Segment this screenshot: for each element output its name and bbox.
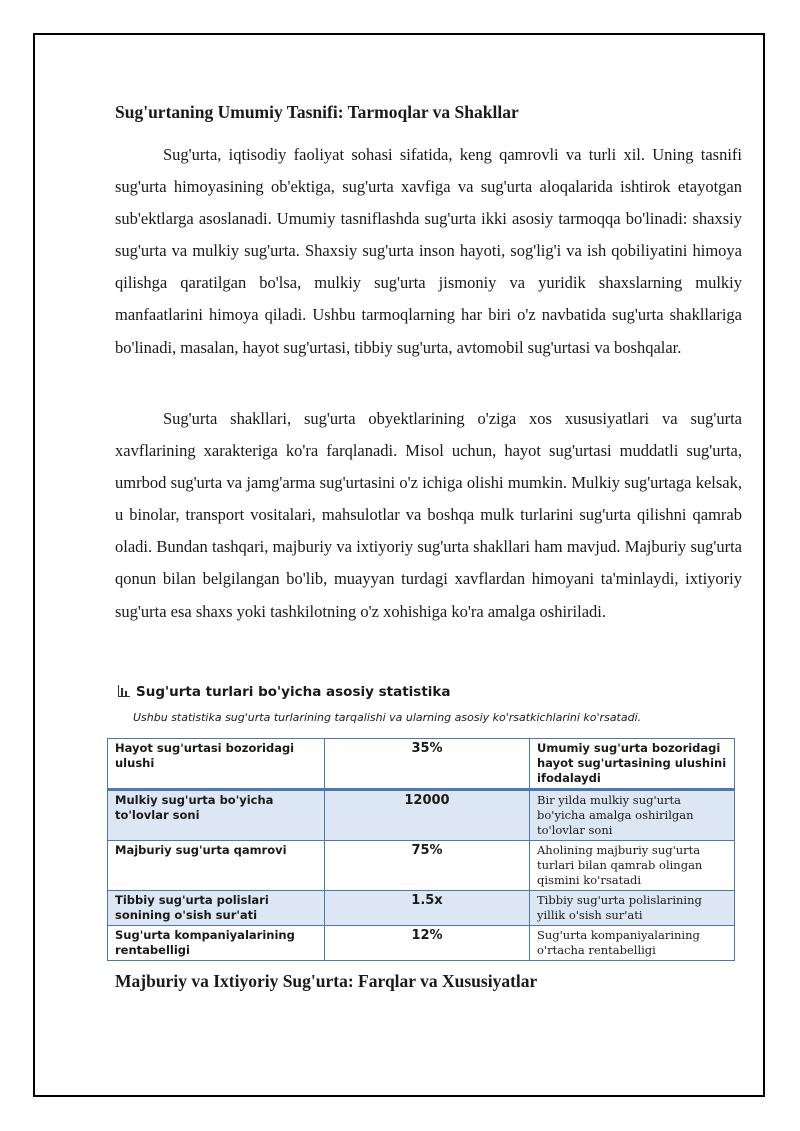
table-row <box>108 841 735 891</box>
table-cell-value: 75% <box>325 841 530 891</box>
stats-table <box>107 738 735 961</box>
table-cell-label: Sug'urta kompaniyalarining rentabelligi <box>108 926 325 961</box>
table-cell-desc: Aholining majburiy sug'urta turlari bilan qamrab olingan qismini ko'rsatadi <box>530 841 735 891</box>
table-cell-label: Mulkiy sug'urta bo'yicha to'lovlar soni <box>108 790 325 841</box>
table-row <box>108 790 735 841</box>
table-cell-desc: Bir yilda mulkiy sug'urta bo'yicha amalga oshirilgan to'lovlar soni <box>530 790 735 841</box>
paragraph: Sug'urta shakllari, sug'urta obyektlarining o'ziga xos xususiyatlari va sug'urta xavflarining xarakteriga ko'ra farqlanadi. Misol uchun, hayot sug'urtasi muddatli sug'urta, umrbod sug'urta va jamg'arma sug'urtasini o'z ichiga olishi mumkin. Mulkiy sug'urtaga kelsak, u binolar, transport vositalari, mahsulotlar va boshqa mulk turlarini sug'urta qilishni qamrab oladi. Bundan tashqari, majburiy va ixtiyoriy sug'urta shakllari ham mavjud. Majburiy sug'urta qonun bilan belgilangan bo'lib, muayyan turdagi xavflardan himoyani ta'minlaydi, ixtiyoriy sug'urta esa shaxs yoki tashkilotning o'z xohishiga ko'ra amalga oshiriladi. <box>115 409 742 621</box>
section-heading: Majburiy va Ixtiyoriy Sug'urta: Farqlar va Xususiyatlar <box>115 971 538 991</box>
stats-subtitle: Ushbu statistika sug'urta turlarining tarqalishi va ularning asosiy ko'rsatkichlarini ko'rsatadi. <box>133 711 642 724</box>
table-cell-label: Tibbiy sug'urta polislari sonining o'sish sur'ati <box>108 891 325 926</box>
table-cell-value: 12000 <box>325 790 530 841</box>
table-cell-desc: Tibbiy sug'urta polislarining yillik o'sish sur'ati <box>530 891 735 926</box>
table-cell-desc: Sug'urta kompaniyalarining o'rtacha rentabelligi <box>530 926 735 961</box>
table-row <box>108 926 735 961</box>
table-cell-value: 1.5x <box>325 891 530 926</box>
section-heading: Sug'urtaning Umumiy Tasnifi: Tarmoqlar va Shakllar <box>115 102 519 122</box>
table-cell-value: 12% <box>325 926 530 961</box>
table-cell-label: Majburiy sug'urta qamrovi <box>108 841 325 891</box>
bar-chart-icon <box>118 685 130 697</box>
table-cell-desc: Umumiy sug'urta bozoridagi hayot sug'urtasining ulushini ifodalaydi <box>530 739 735 790</box>
table-row <box>108 891 735 926</box>
table-cell-label: Hayot sug'urtasi bozoridagi ulushi <box>108 739 325 790</box>
table-row <box>108 739 735 790</box>
table-cell-value: 35% <box>325 739 530 790</box>
stats-title <box>118 684 451 700</box>
paragraph: Sug'urta, iqtisodiy faoliyat sohasi sifatida, keng qamrovli va turli xil. Uning tasnifi sug'urta himoyasining ob'ektiga, sug'urta xavfiga va sug'urta aloqalarida ishtirok etayotgan sub'ektlarga asoslanadi. Umumiy tasniflashda sug'urta ikki asosiy tarmoqqa bo'linadi: shaxsiy sug'urta va mulkiy sug'urta. Shaxsiy sug'urta inson hayoti, sog'lig'i va ish qobiliyatini himoya qilishga qaratilgan bo'lsa, mulkiy sug'urta jismoniy va yuridik shaxslarning mulkiy manfaatlarini himoya qiladi. Ushbu tarmoqlarning har biri o'z navbatida sug'urta shakllariga bo'linadi, masalan, hayot sug'urtasi, tibbiy sug'urta, avtomobil sug'urtasi va boshqalar. <box>115 145 742 357</box>
stats-title-text: Sug'urta turlari bo'yicha asosiy statistika <box>136 684 451 700</box>
